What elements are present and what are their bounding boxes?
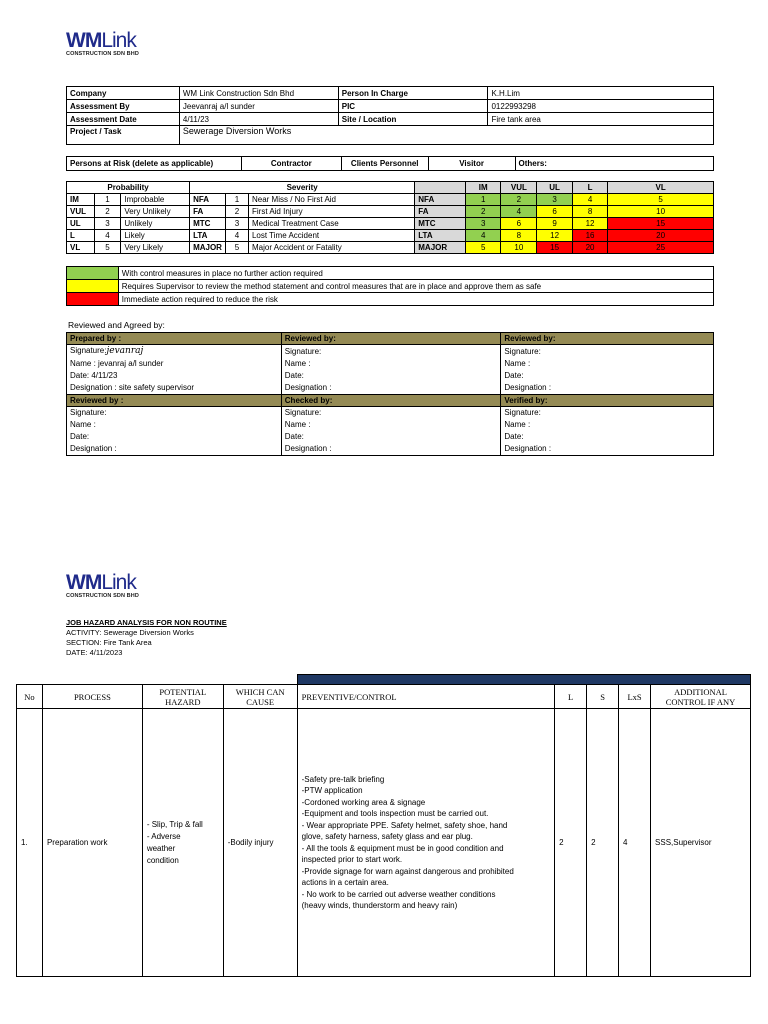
name-field: Name : xyxy=(281,357,501,369)
prepared-signature: Signature:jevanraj xyxy=(67,345,282,358)
risk-cell: 4 xyxy=(572,194,607,206)
sev-code: MTC xyxy=(190,218,226,230)
matrix-row-label: LTA xyxy=(415,230,466,242)
table-row xyxy=(17,709,751,977)
prob-desc: Very Unlikely xyxy=(121,206,190,218)
risk-cell: 15 xyxy=(537,242,573,254)
row-no: 1. xyxy=(17,709,43,977)
risk-cell: 12 xyxy=(537,230,573,242)
prepared-by-header: Prepared by : xyxy=(67,333,282,345)
assessment-by-label: Assessment By xyxy=(67,100,180,113)
signature-field: Signature: xyxy=(281,406,501,418)
sev-num: 4 xyxy=(225,230,248,242)
matrix-row-label: FA xyxy=(415,206,466,218)
risk-cell: 5 xyxy=(466,242,501,254)
prob-code: IM xyxy=(67,194,95,206)
row-control: -Safety pre-talk briefing -PTW application -Cordoned working area & signage -Equipment and tools inspection must be carried out. - Wear appropriate PPE. Safety helmet, safety shoe, hand glove, safety harness, safety glass and ear plug. - All the tools & equipment must be in good condition and inspected prior to start work. -Provide signage for warn against dangerous and prohibited actions in a certain area. - No work to be carried out adverse weather conditions (heavy winds, thunderstorm and heavy rain) xyxy=(297,709,555,977)
jha-date: DATE: 4/11/2023 xyxy=(66,648,123,657)
others-option: Others: xyxy=(515,157,714,171)
legend-green-swatch xyxy=(67,267,119,280)
visitor-option: Visitor xyxy=(428,157,515,171)
risk-cell: 12 xyxy=(572,218,607,230)
sev-num: 3 xyxy=(225,218,248,230)
prepared-date: Date: 4/11/23 xyxy=(67,369,282,381)
risk-cell: 10 xyxy=(608,206,714,218)
row-cause: -Bodily injury xyxy=(223,709,297,977)
risk-cell: 20 xyxy=(572,242,607,254)
review-signoff-table xyxy=(66,332,714,456)
prob-num: 2 xyxy=(94,206,121,218)
risk-matrix-table xyxy=(66,181,714,254)
row-hazard: - Slip, Trip & fall - Adverse weather condition xyxy=(142,709,223,977)
assessment-date-label: Assessment Date xyxy=(67,113,180,126)
handwritten-signature: jevanraj xyxy=(106,346,144,356)
prepared-name: Name : jevanraj a/l sunder xyxy=(67,357,282,369)
reviewed-by-header: Reviewed by: xyxy=(501,333,714,345)
col-s: S xyxy=(587,685,619,709)
risk-cell: 15 xyxy=(608,218,714,230)
project-task-label: Project / Task xyxy=(67,126,180,145)
row-additional: SSS,Supervisor xyxy=(651,709,751,977)
risk-cell: 1 xyxy=(466,194,501,206)
risk-cell: 8 xyxy=(572,206,607,218)
persons-at-risk-table xyxy=(66,156,714,171)
jha-table xyxy=(16,674,751,977)
prob-code: UL xyxy=(67,218,95,230)
risk-cell: 25 xyxy=(608,242,714,254)
contractor-option: Contractor xyxy=(241,157,341,171)
matrix-row-label: NFA xyxy=(415,194,466,206)
risk-cell: 10 xyxy=(501,242,537,254)
risk-cell: 2 xyxy=(466,206,501,218)
prob-desc: Likely xyxy=(121,230,190,242)
matrix-col-l: L xyxy=(572,182,607,194)
prob-code: VL xyxy=(67,242,95,254)
date-field: Date: xyxy=(281,369,501,381)
matrix-col-ul: UL xyxy=(537,182,573,194)
sev-code: MAJOR xyxy=(190,242,226,254)
sev-desc: Near Miss / No First Aid xyxy=(248,194,414,206)
col-no: No xyxy=(17,685,43,709)
risk-cell: 5 xyxy=(608,194,714,206)
risk-cell: 16 xyxy=(572,230,607,242)
risk-legend-table xyxy=(66,266,714,306)
review-title: Reviewed and Agreed by: xyxy=(68,320,165,330)
risk-cell: 6 xyxy=(501,218,537,230)
matrix-corner xyxy=(415,182,466,194)
severity-header: Severity xyxy=(190,182,415,194)
risk-cell: 3 xyxy=(537,194,573,206)
col-preventive-control: PREVENTIVE/CONTROL xyxy=(297,685,555,709)
reviewed-by-header: Reviewed by: xyxy=(281,333,501,345)
risk-cell: 9 xyxy=(537,218,573,230)
designation-field: Designation : xyxy=(281,381,501,394)
prob-num: 4 xyxy=(94,230,121,242)
company-logo: WMLink CONSTRUCTION SDN BHD xyxy=(66,29,139,57)
matrix-col-im: IM xyxy=(466,182,501,194)
sev-code: NFA xyxy=(190,194,226,206)
name-field: Name : xyxy=(501,357,714,369)
matrix-col-vul: VUL xyxy=(501,182,537,194)
name-field: Name : xyxy=(281,418,501,430)
prob-code: L xyxy=(67,230,95,242)
pic-label: PIC xyxy=(338,100,488,113)
row-l: 2 xyxy=(555,709,587,977)
designation-field: Designation : xyxy=(67,442,282,455)
risk-cell: 8 xyxy=(501,230,537,242)
site-location-label: Site / Location xyxy=(338,113,488,126)
col-potential-hazard: POTENTIAL HAZARD xyxy=(142,685,223,709)
prob-desc: Improbable xyxy=(121,194,190,206)
sev-num: 2 xyxy=(225,206,248,218)
signature-field: Signature: xyxy=(281,345,501,358)
checked-by-header: Checked by: xyxy=(281,394,501,406)
risk-cell: 20 xyxy=(608,230,714,242)
jha-navy-band xyxy=(297,675,750,685)
sev-desc: Major Accident or Fatality xyxy=(248,242,414,254)
name-field: Name : xyxy=(67,418,282,430)
prepared-designation: Designation : site safety supervisor xyxy=(67,381,282,394)
designation-field: Designation : xyxy=(501,381,714,394)
prob-num: 3 xyxy=(94,218,121,230)
assessment-date-value: 4/11/23 xyxy=(179,113,338,126)
sev-code: LTA xyxy=(190,230,226,242)
jha-header-spacer xyxy=(17,675,298,685)
sev-num: 1 xyxy=(225,194,248,206)
company-label: Company xyxy=(67,87,180,100)
prob-desc: Unlikely xyxy=(121,218,190,230)
signature-field: Signature: xyxy=(67,406,282,418)
row-process: Preparation work xyxy=(42,709,142,977)
col-process: PROCESS xyxy=(42,685,142,709)
prob-num: 5 xyxy=(94,242,121,254)
signature-field: Signature: xyxy=(501,406,714,418)
jha-section: SECTION: Fire Tank Area xyxy=(66,638,152,647)
col-l: L xyxy=(555,685,587,709)
person-in-charge-label: Person In Charge xyxy=(338,87,488,100)
assessment-info-table xyxy=(66,86,714,145)
prob-num: 1 xyxy=(94,194,121,206)
col-additional-control: ADDITIONAL CONTROL IF ANY xyxy=(651,685,751,709)
clients-personnel-option: Clients Personnel xyxy=(341,157,428,171)
row-s: 2 xyxy=(587,709,619,977)
date-field: Date: xyxy=(67,430,282,442)
col-lxs: LxS xyxy=(619,685,651,709)
legend-green-text: With control measures in place no further action required xyxy=(118,267,713,280)
prob-code: VUL xyxy=(67,206,95,218)
probability-header: Probability xyxy=(67,182,190,194)
sev-code: FA xyxy=(190,206,226,218)
project-task-value: Sewerage Diversion Works xyxy=(179,126,713,145)
date-field: Date: xyxy=(501,430,714,442)
risk-cell: 6 xyxy=(537,206,573,218)
legend-red-swatch xyxy=(67,293,119,306)
sev-desc: Medical Treatment Case xyxy=(248,218,414,230)
legend-yellow-swatch xyxy=(67,280,119,293)
sev-num: 5 xyxy=(225,242,248,254)
legend-red-text: Immediate action required to reduce the risk xyxy=(118,293,713,306)
jha-header-block xyxy=(66,618,227,658)
designation-field: Designation : xyxy=(281,442,501,455)
matrix-row-label: MAJOR xyxy=(415,242,466,254)
site-location-value: Fire tank area xyxy=(488,113,714,126)
verified-by-header: Verified by: xyxy=(501,394,714,406)
date-field: Date: xyxy=(501,369,714,381)
company-logo: WMLink CONSTRUCTION SDN BHD xyxy=(66,571,139,599)
designation-field: Designation : xyxy=(501,442,714,455)
jha-title: JOB HAZARD ANALYSIS FOR NON ROUTINE xyxy=(66,618,227,627)
name-field: Name : xyxy=(501,418,714,430)
prob-desc: Very Likely xyxy=(121,242,190,254)
col-which-can-cause: WHICH CAN CAUSE xyxy=(223,685,297,709)
risk-cell: 4 xyxy=(466,230,501,242)
persons-at-risk-label: Persons at Risk (delete as applicable) xyxy=(67,157,242,171)
jha-activity: ACTIVITY: Sewerage Diversion Works xyxy=(66,628,194,637)
row-lxs: 4 xyxy=(619,709,651,977)
signature-field: Signature: xyxy=(501,345,714,358)
assessment-by-value: Jeevanraj a/l sunder xyxy=(179,100,338,113)
pic-phone-value: 0122993298 xyxy=(488,100,714,113)
company-value: WM Link Construction Sdn Bhd xyxy=(179,87,338,100)
reviewed-by-header: Reviewed by : xyxy=(67,394,282,406)
risk-cell: 2 xyxy=(501,194,537,206)
sev-desc: Lost Time Accident xyxy=(248,230,414,242)
date-field: Date: xyxy=(281,430,501,442)
risk-cell: 3 xyxy=(466,218,501,230)
sev-desc: First Aid Injury xyxy=(248,206,414,218)
matrix-col-vl: VL xyxy=(608,182,714,194)
person-in-charge-value: K.H.Lim xyxy=(488,87,714,100)
risk-cell: 4 xyxy=(501,206,537,218)
legend-yellow-text: Requires Supervisor to review the method statement and control measures that are in place and approve them as safe xyxy=(118,280,713,293)
matrix-row-label: MTC xyxy=(415,218,466,230)
